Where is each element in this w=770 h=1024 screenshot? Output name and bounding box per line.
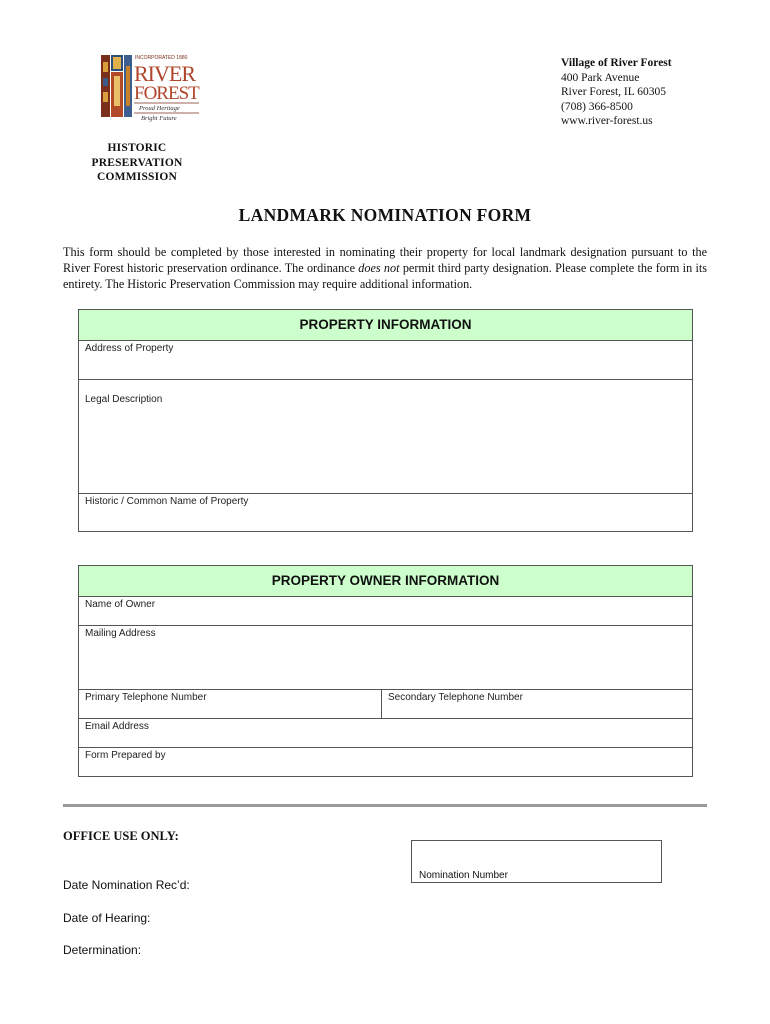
logo-incorporated: INCORPORATED 1880 — [135, 55, 188, 61]
owner-name-label: Name of Owner — [85, 599, 156, 610]
intro-paragraph — [63, 244, 707, 293]
historic-name-label: Historic / Common Name of Property — [85, 496, 249, 507]
historic-name-field[interactable] — [79, 494, 692, 531]
commission-line1: HISTORIC PRESERVATION — [91, 142, 183, 169]
email-address-field[interactable] — [79, 719, 692, 748]
nomination-number-field[interactable] — [411, 840, 662, 883]
date-of-hearing-label: Date of Hearing: — [63, 911, 151, 925]
logo-tagline-2: Bright Future — [141, 115, 177, 122]
form-prepared-by-field[interactable] — [79, 748, 692, 776]
mailing-address-label: Mailing Address — [85, 628, 156, 639]
logo-tagline-1: Proud Heritage — [139, 105, 180, 112]
form-prepared-by-label: Form Prepared by — [85, 750, 166, 761]
intro-text-2: permit third party designation. Please complete the form in its entirety. The Historic Preservation Commission may require additional information. — [63, 261, 707, 292]
commission-name — [64, 141, 210, 185]
village-website: www.river-forest.us — [561, 115, 653, 128]
village-phone: (708) 366-8500 — [561, 100, 633, 113]
property-owner-section — [78, 565, 693, 777]
primary-telephone-label: Primary Telephone Number — [85, 692, 207, 703]
property-information-section — [78, 309, 693, 532]
nomination-number-label: Nomination Number — [419, 870, 508, 881]
property-information-header: PROPERTY INFORMATION — [79, 310, 692, 341]
legal-description-field[interactable] — [79, 380, 692, 494]
form-title: LANDMARK NOMINATION FORM — [238, 205, 532, 225]
intro-text-1: This form should be completed by those interested in nominating their property for local landmark designation pursuant to the River Forest historic preservation ordinance. The ordinance — [63, 245, 707, 276]
email-address-label: Email Address — [85, 721, 149, 732]
secondary-telephone-field[interactable] — [382, 690, 692, 718]
address-of-property-field[interactable] — [79, 341, 692, 380]
office-use-heading: OFFICE USE ONLY: — [63, 829, 179, 843]
mailing-address-field[interactable] — [79, 626, 692, 690]
intro-emphasis: does not — [358, 261, 400, 276]
legal-description-label: Legal Description — [85, 394, 163, 405]
section-divider — [63, 804, 707, 807]
village-name: Village of River Forest — [561, 57, 672, 69]
determination-label: Determination: — [63, 943, 142, 957]
address-of-property-label: Address of Property — [85, 343, 174, 354]
river-forest-logo — [99, 52, 201, 124]
telephone-row — [79, 690, 692, 719]
secondary-telephone-label: Secondary Telephone Number — [388, 692, 523, 703]
village-address-line1: 400 Park Avenue — [561, 71, 640, 84]
commission-line2: COMMISSION — [97, 171, 177, 183]
date-received-label: Date Nomination Rec’d: — [63, 878, 190, 892]
logo-word-river: RIVER — [134, 61, 195, 86]
owner-name-field[interactable] — [79, 597, 692, 626]
village-address-line2: River Forest, IL 60305 — [561, 86, 666, 99]
primary-telephone-field[interactable] — [79, 690, 382, 718]
property-owner-header: PROPERTY OWNER INFORMATION — [79, 566, 692, 597]
logo-word-forest: FOREST — [134, 83, 199, 104]
village-contact — [561, 56, 672, 129]
